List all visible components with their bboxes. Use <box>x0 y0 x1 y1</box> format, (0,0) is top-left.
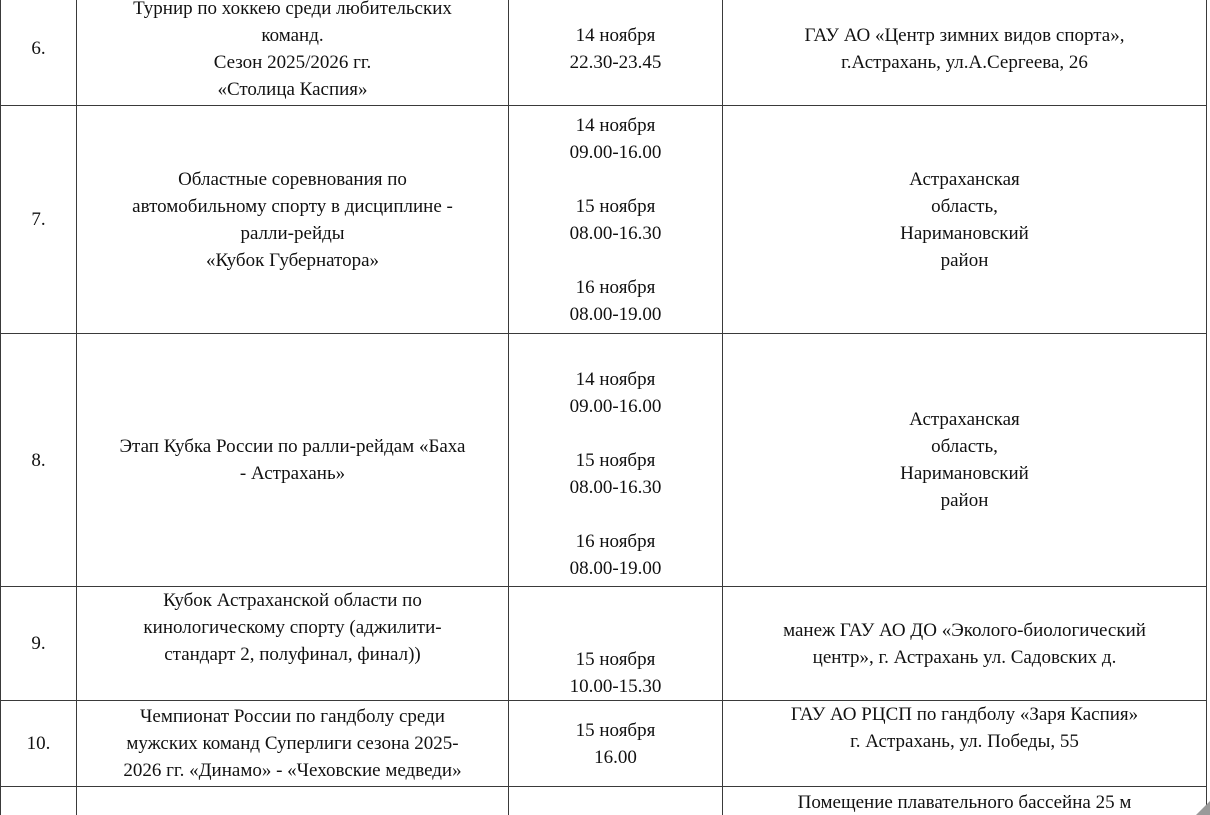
event-line: мужских команд Суперлиги сезона 2025- <box>126 733 459 754</box>
row-number: 8. <box>1 334 77 587</box>
place-line: Астраханская <box>909 168 1020 190</box>
place-cell <box>723 106 1207 334</box>
date-line: 16 ноября <box>575 276 656 298</box>
event-line: 2026 гг. «Динамо» - «Чеховские медведи» <box>123 760 462 781</box>
spacer <box>515 166 716 193</box>
table-row <box>1 334 1207 587</box>
dates-cell <box>509 787 723 815</box>
event-cell <box>77 787 509 815</box>
place-line: Наримановский <box>900 222 1029 244</box>
table-row <box>1 0 1207 106</box>
date-line: 15 ноября <box>575 719 656 741</box>
place-line: Помещение плавательного бассейна 25 м <box>797 792 1132 813</box>
time-line: 08.00-19.00 <box>569 303 662 325</box>
place-line: район <box>940 490 989 511</box>
time-line: 16.00 <box>594 746 637 768</box>
date-line: 15 ноября <box>575 649 656 670</box>
event-line: команд. <box>261 24 324 46</box>
place-cell <box>723 701 1207 787</box>
event-line: «Столица Каспия» <box>217 78 368 100</box>
place-line: область, <box>931 436 998 457</box>
place-cell <box>723 787 1207 815</box>
date-line: 16 ноября <box>575 531 656 552</box>
spacer <box>515 501 716 528</box>
event-cell <box>77 701 509 787</box>
resize-corner-icon[interactable] <box>1196 801 1210 815</box>
place-line: центр», г. Астрахань ул. Садовских д. <box>812 646 1117 668</box>
date-line: 14 ноября <box>575 24 656 46</box>
place-line: г.Астрахань, ул.А.Сергеева, 26 <box>841 51 1088 73</box>
time-line: 09.00-16.00 <box>569 396 662 417</box>
event-cell <box>77 587 509 701</box>
event-cell <box>77 334 509 587</box>
event-cell <box>77 106 509 334</box>
event-cell <box>77 0 509 106</box>
time-line: 22.30-23.45 <box>569 51 662 73</box>
date-line: 15 ноября <box>575 450 656 471</box>
row-number: 6. <box>1 0 77 106</box>
date-line: 14 ноября <box>575 369 656 390</box>
event-line: Турнир по хоккею среди любительских <box>133 0 452 19</box>
dates-cell <box>509 701 723 787</box>
table-row <box>1 701 1207 787</box>
table-row <box>1 587 1207 701</box>
row-number: 9. <box>1 587 77 701</box>
row-number <box>1 787 77 815</box>
time-line: 10.00-15.30 <box>569 676 662 697</box>
spacer <box>515 247 716 274</box>
place-line: Наримановский <box>900 463 1029 484</box>
dates-cell <box>509 0 723 106</box>
event-line: автомобильному спорту в дисциплине - <box>132 195 453 217</box>
time-line: 09.00-16.00 <box>569 141 662 163</box>
event-line: Областные соревнования по <box>178 168 407 190</box>
spacer <box>515 420 716 447</box>
event-line: Кубок Астраханской области по <box>163 590 422 611</box>
place-line: область, <box>931 195 998 217</box>
dates-cell <box>509 587 723 701</box>
time-line: 08.00-16.30 <box>569 222 662 244</box>
place-cell <box>723 587 1207 701</box>
time-line: 08.00-16.30 <box>569 477 662 498</box>
event-line: «Кубок Губернатора» <box>205 249 380 271</box>
event-line: кинологическому спорту (аджилити- <box>143 617 442 638</box>
table-row <box>1 787 1207 815</box>
place-line: Астраханская <box>909 409 1020 430</box>
event-line: - Астрахань» <box>239 463 346 484</box>
time-line: 08.00-19.00 <box>569 558 662 579</box>
place-line: ГАУ АО РЦСП по гандболу «Заря Каспия» <box>790 704 1139 725</box>
place-line: район <box>940 249 989 271</box>
date-line: 14 ноября <box>575 114 656 136</box>
place-cell <box>723 0 1207 106</box>
place-cell <box>723 334 1207 587</box>
dates-cell <box>509 106 723 334</box>
event-line: Чемпионат России по гандболу среди <box>140 706 445 727</box>
event-line: ралли-рейды <box>240 222 345 244</box>
event-line: Этап Кубка России по ралли-рейдам «Баха <box>119 436 466 457</box>
row-number: 7. <box>1 106 77 334</box>
place-line: г. Астрахань, ул. Победы, 55 <box>850 731 1079 752</box>
place-line: ГАУ АО «Центр зимних видов спорта», <box>804 24 1125 46</box>
dates-cell <box>509 334 723 587</box>
row-number: 10. <box>1 701 77 787</box>
event-line: стандарт 2, полуфинал, финал)) <box>164 644 421 665</box>
place-line: манеж ГАУ АО ДО «Эколого-биологический <box>783 619 1146 641</box>
event-line: Сезон 2025/2026 гг. <box>213 51 372 73</box>
table-row <box>1 106 1207 334</box>
date-line: 15 ноября <box>575 195 656 217</box>
